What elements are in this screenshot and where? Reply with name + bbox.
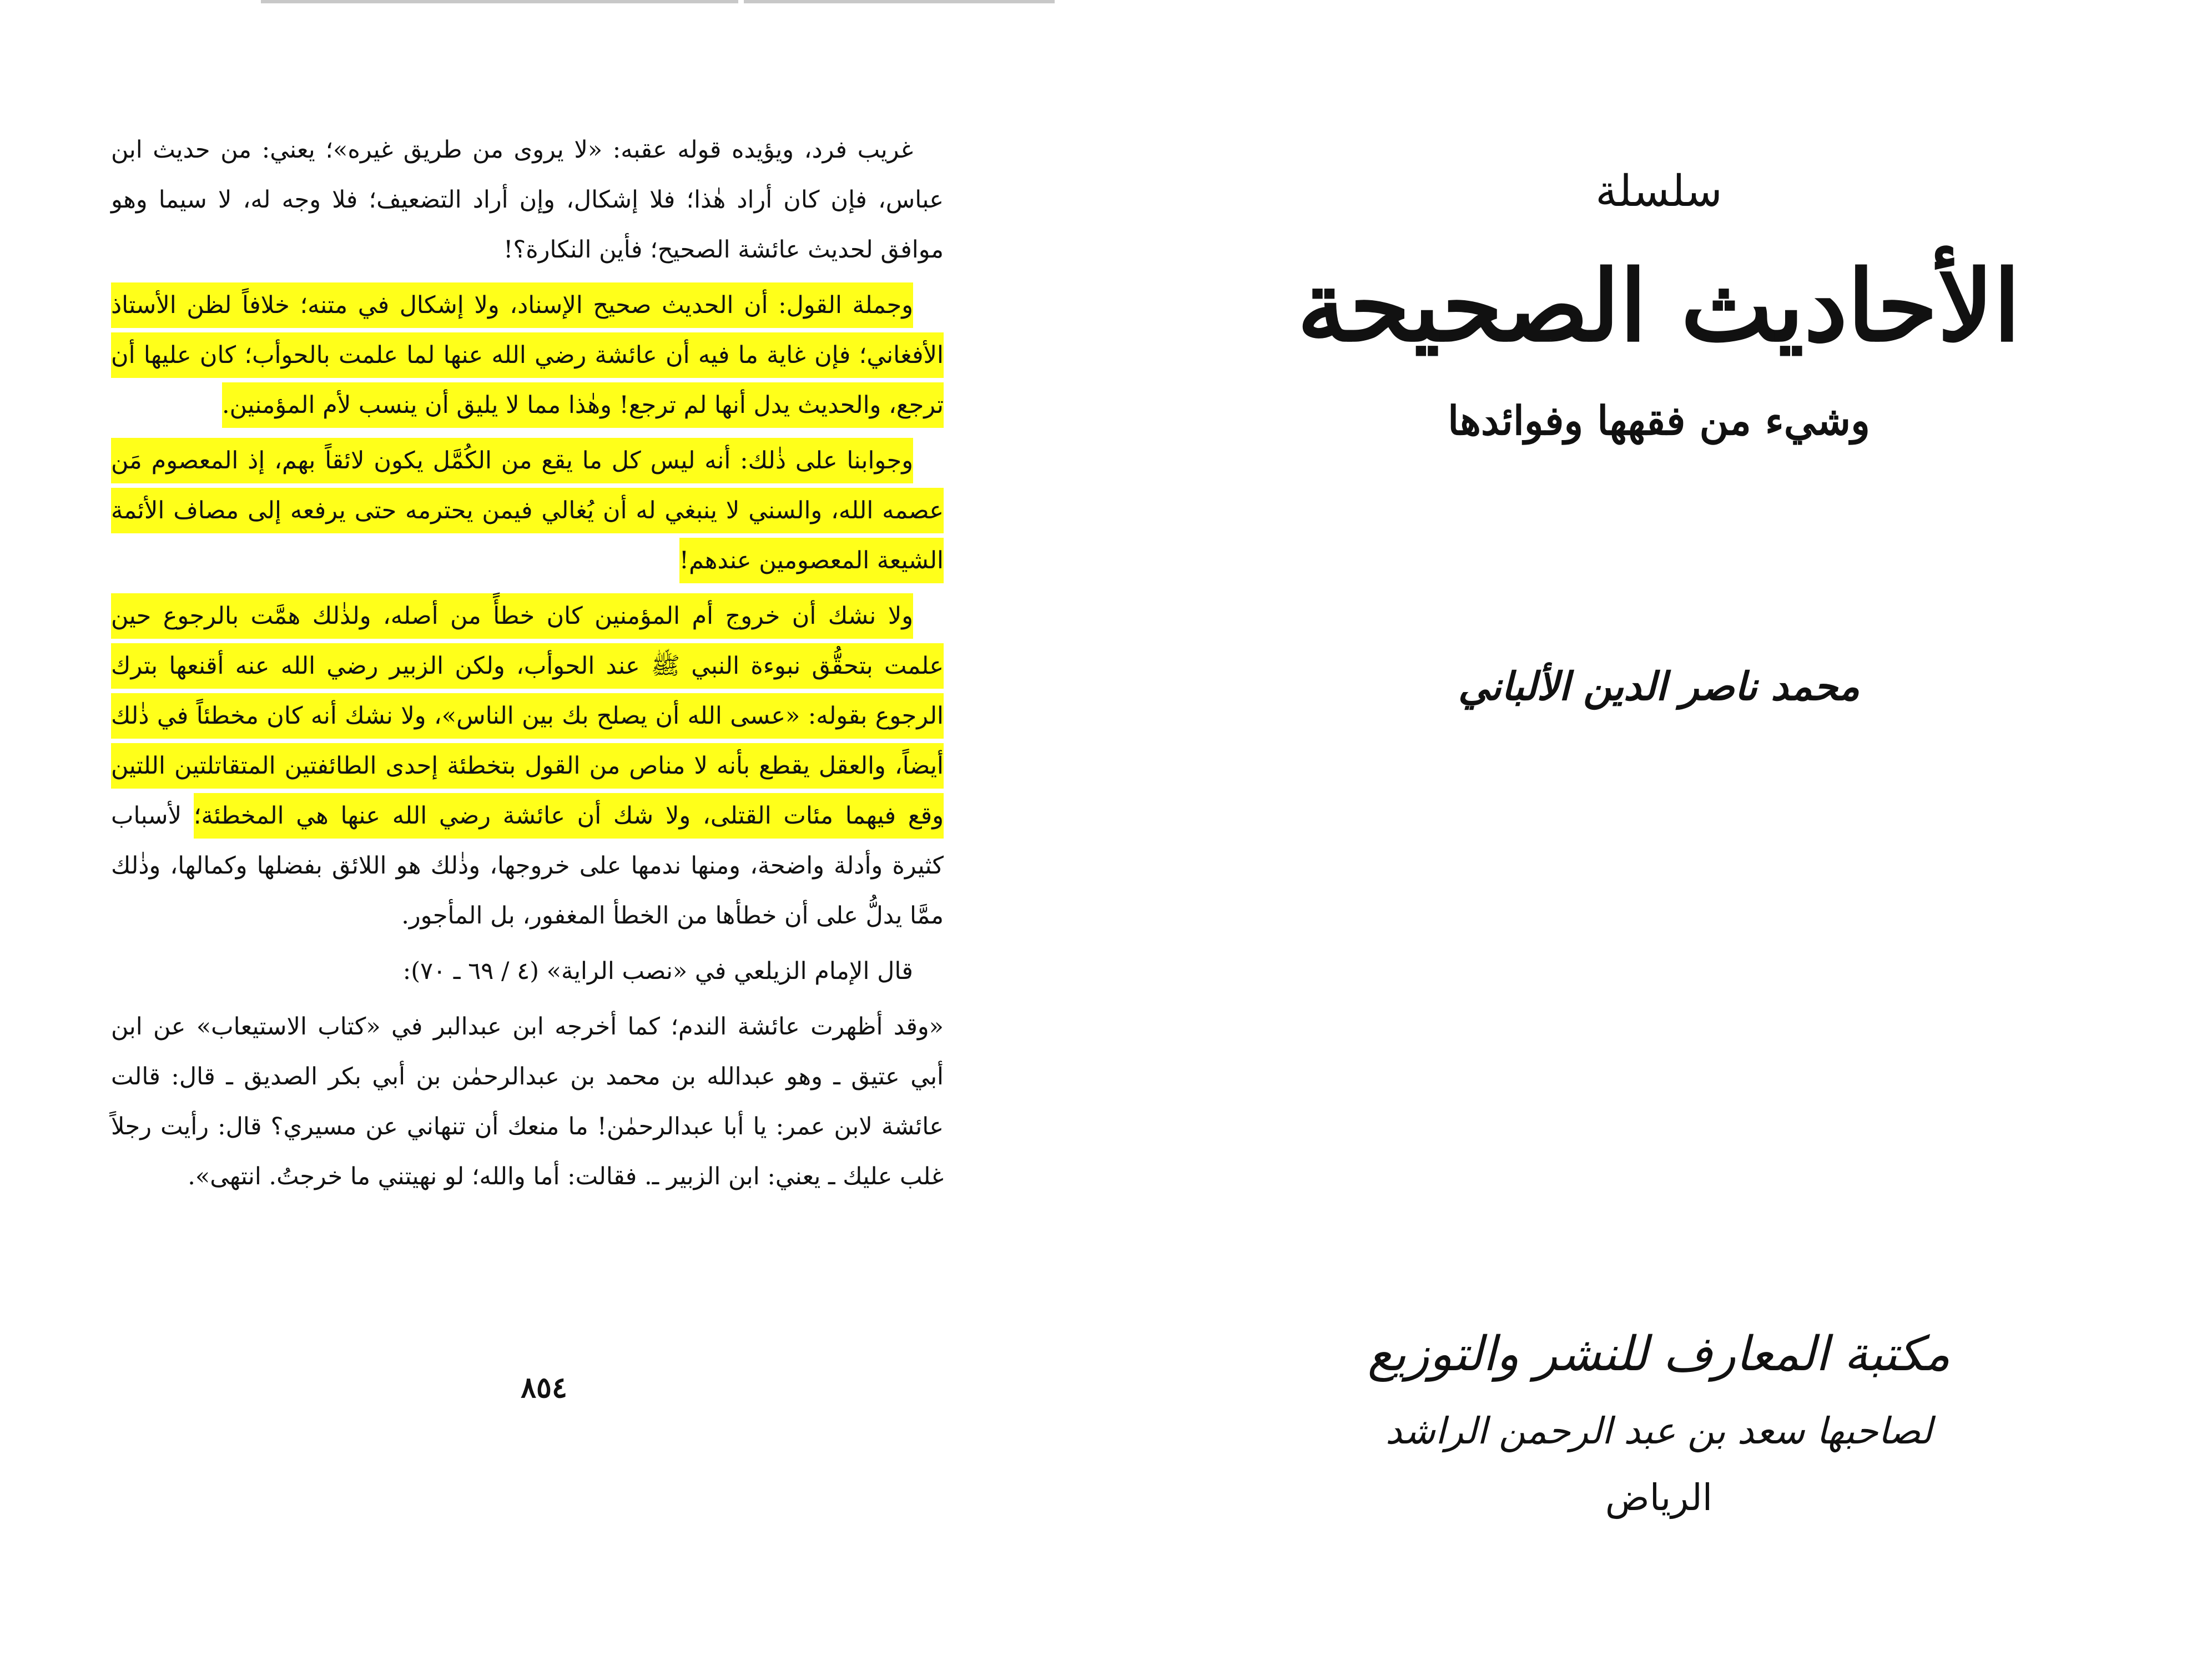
highlighted-paragraph	[111, 436, 944, 585]
quoted-paragraph	[111, 1002, 944, 1202]
right-page	[1106, 0, 2212, 1676]
paragraph-text: «وقد أظهرت عائشة الندم؛ كما أخرجه ابن عبدالبر في «كتاب الاستيعاب» عن ابن أبي عتيق ـ وهو عبدالله بن محمد بن عبدالرحمٰن بن أبي بكر الصديق ـ قال: قالت عائشة لابن عمر: يا أبا عبدالرحمٰن! ما منعك أن تنهاني عن مسيري؟ قال: رأيت رجلاً غلب عليك ـ يعني: ابن الزبير ـ. فقالت: أما والله؛ لو نهيتني ما خرجتُ. انتهى».	[111, 1013, 944, 1190]
paragraph-text: قال الإمام الزيلعي في «نصب الراية» (٤ / ٦٩ ـ ٧٠):	[402, 957, 913, 985]
body-text	[111, 125, 944, 1207]
scan-edge-line	[744, 0, 1055, 3]
book-title: الأحاديث الصحيحة	[1297, 249, 2020, 364]
highlighted-text: وجملة القول: أن الحديث صحيح الإسناد، ولا إشكال في متنه؛ خلافاً لظن الأستاذ الأفغاني؛ فإن غاية ما فيه أن عائشة رضي الله عنها لما علمت بالحوأب؛ كان عليها أن ترجع، والحديث يدل أنها لم ترجع! وهٰذا مما لا يليق أن ينسب لأم المؤمنين.	[111, 282, 944, 428]
highlighted-text: ولا نشك أن خروج أم المؤمنين كان خطأً من أصله، ولذٰلك همَّت بالرجوع حين علمت بتحقُّق نبوءة النبي ﷺ عند الحوأب، ولكن الزبير رضي الله عنه أقنعها بترك الرجوع بقوله: «عسى الله أن يصلح بك بين الناس»، ولا نشك أنه كان مخطئاً في ذٰلك أيضاً، والعقل يقطع بأنه لا مناص من القول بتخطئة إحدى الطائفتين المتقاتلتين اللتين وقع فيهما مئات القتلى، ولا شك أن عائشة رضي الله عنها هي المخطئة؛	[111, 593, 944, 839]
book-subtitle: وشيء من فقهها وفوائدها	[1448, 397, 1870, 444]
author-name: محمد ناصر الدين الألباني	[1458, 663, 1860, 709]
scan-edge-line	[261, 0, 738, 3]
paragraph	[111, 125, 944, 275]
highlighted-text: وجوابنا على ذٰلك: أنه ليس كل ما يقع من الكُمَّل يكون لائقاً بهم، إذ المعصوم مَن عصمه الله، والسني لا ينبغي له أن يُغالي فيمن يحترمه حتى يرفعه إلى مصاف الأئمة الشيعة المعصومين عندهم!	[111, 438, 944, 583]
series-label: سلسلة	[1595, 166, 1722, 216]
paragraph-text: غريب فرد، ويؤيده قوله عقبه: «لا يروى من طريق غيره»؛ يعني: من حديث ابن عباس، فإن كان أراد هٰذا؛ فلا إشكال، وإن أراد التضعيف؛ فلا وجه له، لا سيما وهو موافق لحديث عائشة الصحيح؛ فأين النكارة؟!	[111, 136, 944, 264]
highlighted-paragraph	[111, 591, 944, 941]
highlighted-paragraph	[111, 280, 944, 430]
publisher-owner: لصاحبها سعد بن عبد الرحمن الراشد	[1385, 1410, 1933, 1452]
page-number: ٨٥٤	[521, 1371, 567, 1405]
quote-intro	[111, 946, 944, 996]
publisher-name: مكتبة المعارف للنشر والتوزيع	[1367, 1326, 1951, 1382]
publisher-city: الرياض	[1605, 1476, 1713, 1519]
paragraph-continuation: لأسباب كثيرة وأدلة واضحة، ومنها ندمها على خروجها، وذٰلك هو اللائق بفضلها وكمالها، وذٰلك ممَّا يدلُّ على أن خطأها من الخطأ المغفور، بل المأجور.	[111, 802, 944, 930]
